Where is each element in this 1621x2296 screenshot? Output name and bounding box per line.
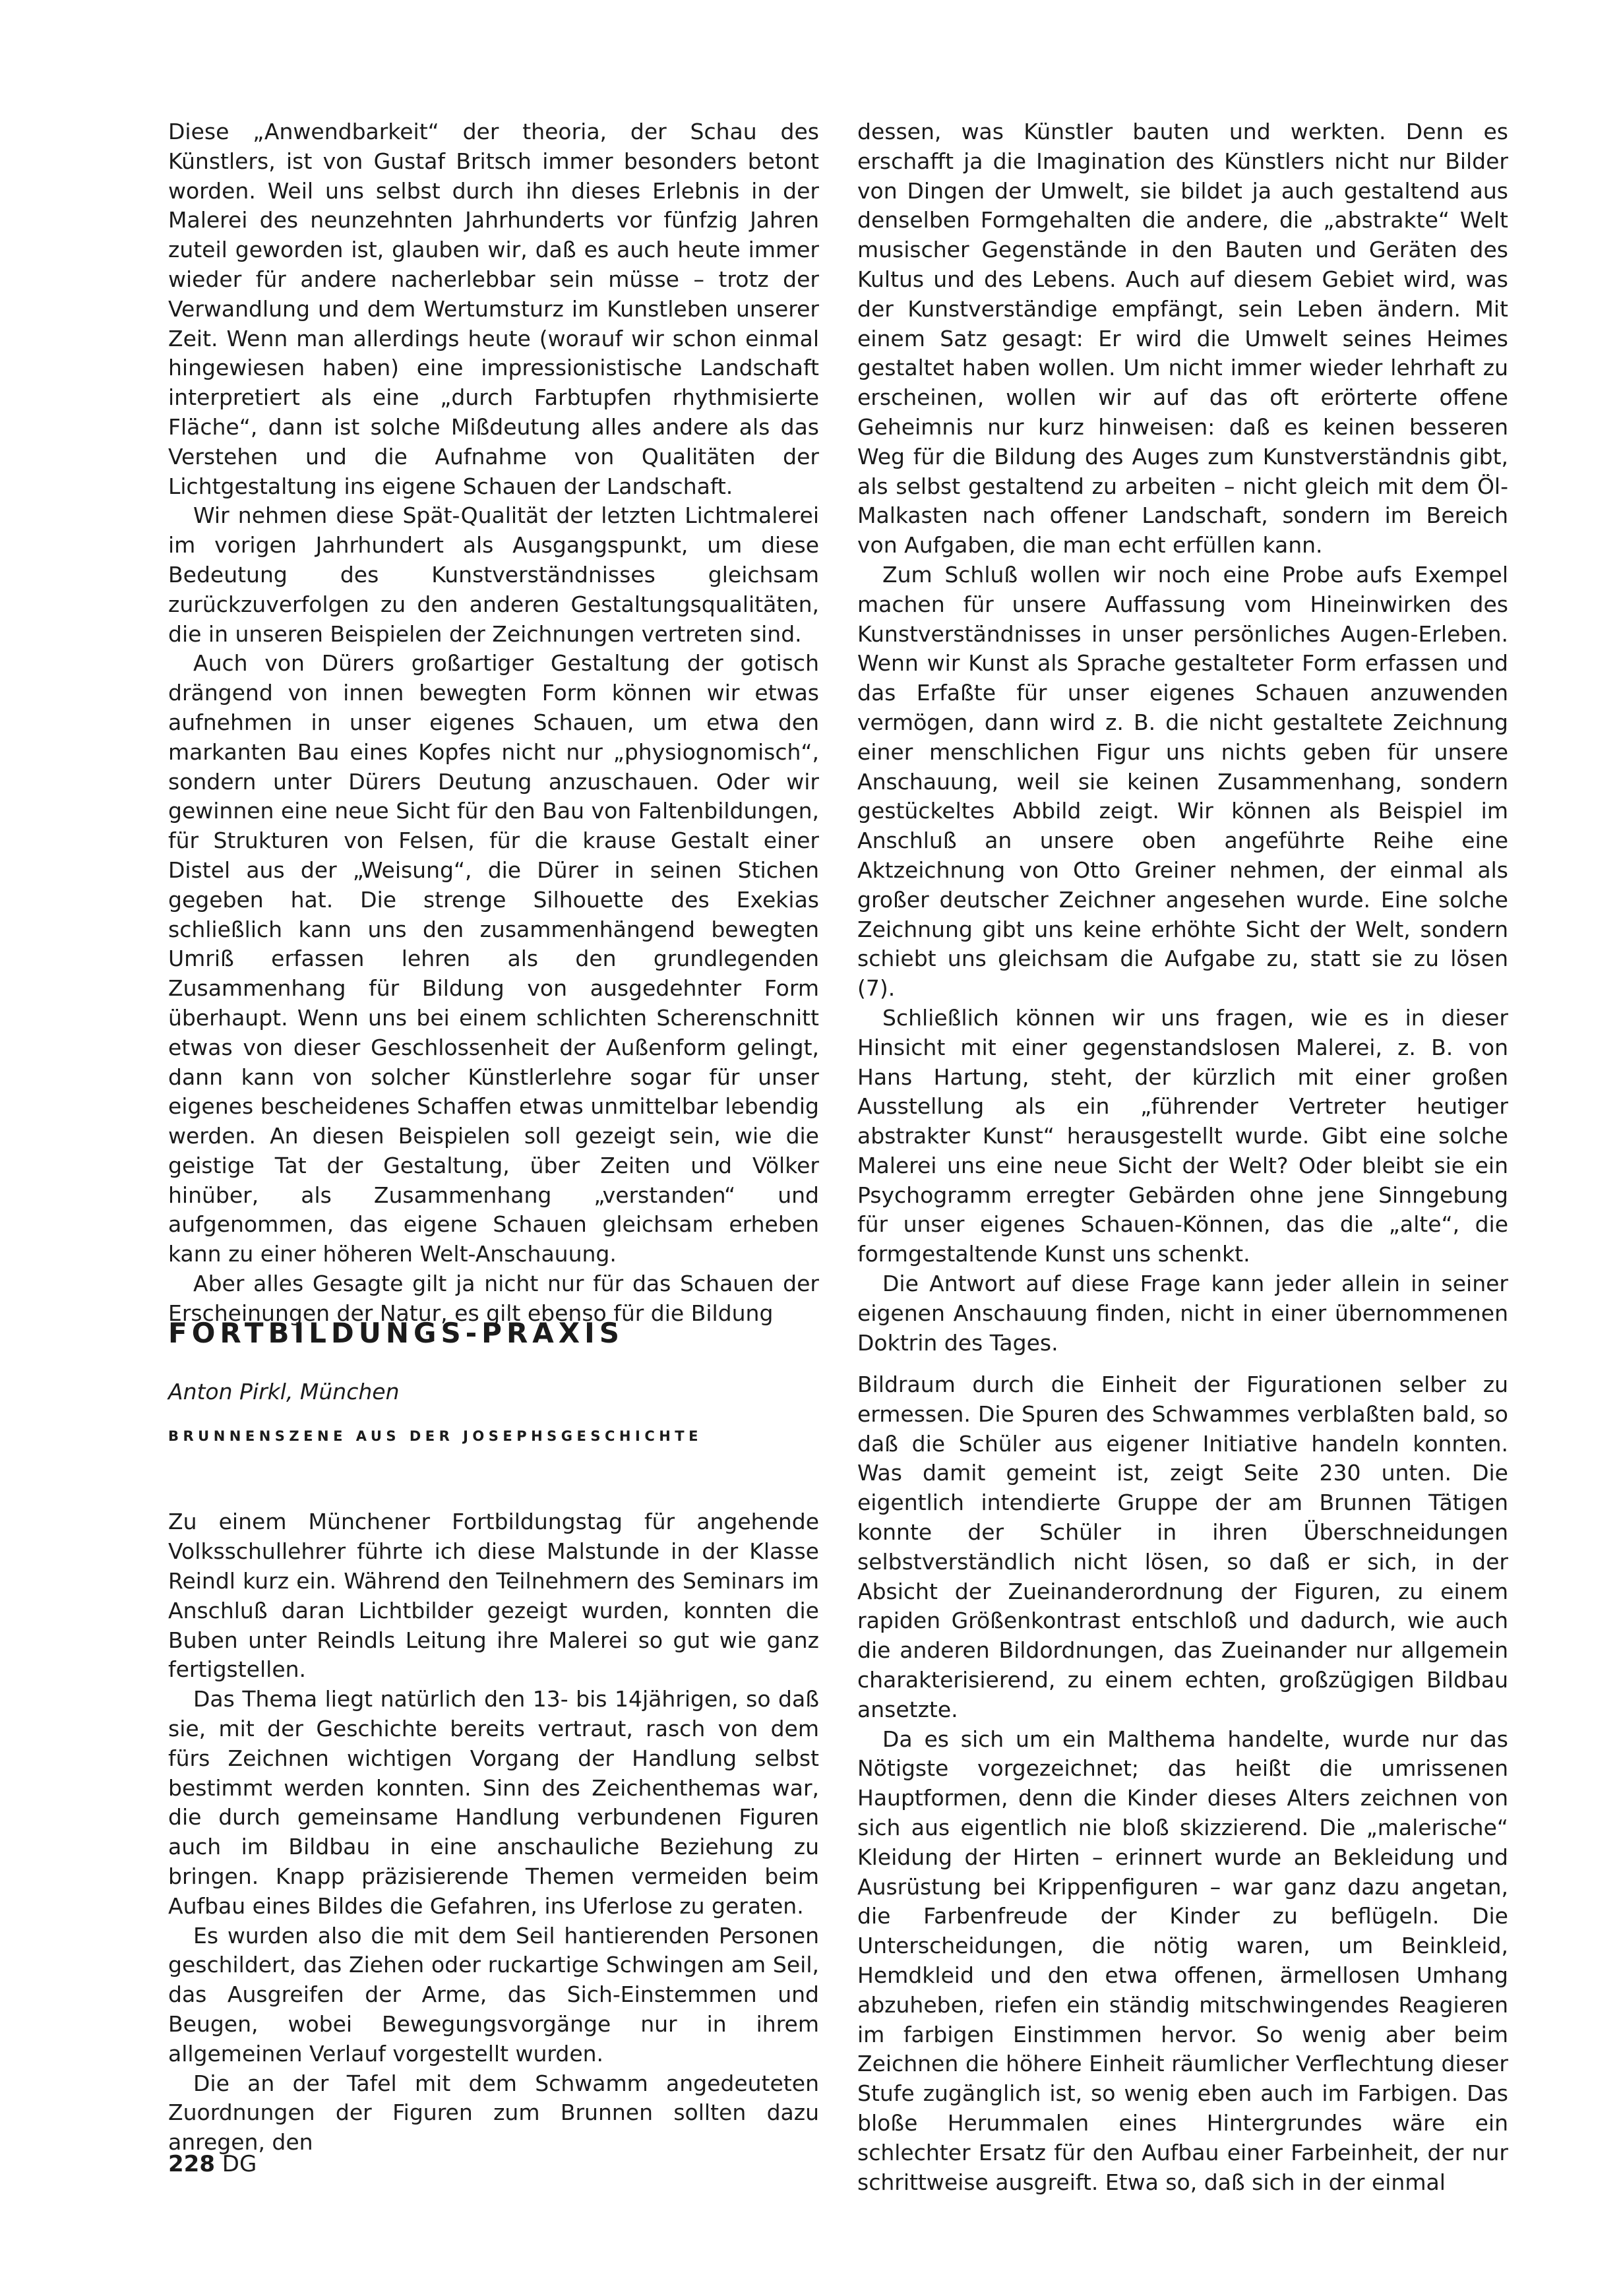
paragraph: Die an der Tafel mit dem Schwamm angedeuteten Zuordnungen der Figuren zum Brunnen sollten dazu anregen, den: [168, 2070, 819, 2156]
top-left-column: [168, 117, 819, 1329]
paragraph: Auch von Dürers großartiger Gestaltung der gotisch drängend von innen bewegten Form können wir etwas aufnehmen in unser eigenes Schauen, um etwa den markanten Bau eines Kopfes nicht nur „physiognomisch“, sondern unter Dürers Deutung anzuschauen. Oder wir gewinnen eine neue Sicht für den Bau von Faltenbildungen, für Strukturen von Felsen, für die krause Gestalt einer Distel aus der „Weisung“, die Dürer in seinen Stichen gegeben hat. Die strenge Silhouette des Exekias schließlich kann uns den zusammenhängend bewegten Umriß erfassen lehren als den grundlegenden Zusammenhang für Bildung von ausgedehnter Form überhaupt. Wenn uns bei einem schlichten Scherenschnitt etwas von dieser Geschlossenheit der Außenform gelingt, dann kann von solcher Künstlerlehre sogar für unser eigenes bescheidenes Schaffen etwas unmittelbar lebendig werden. An diesen Beispielen soll gezeigt sein, wie die geistige Tat der Gestaltung, über Zeiten und Völker hinüber, als Zusammenhang „verstanden“ und aufgenommen, das eigene Schauen gleichsam erheben kann zu einer höheren Welt-Anschauung.: [168, 650, 819, 1267]
top-right-column: [857, 117, 1508, 1358]
section-title: FORTBILDUNGS-PRAXIS: [168, 1317, 625, 1349]
paragraph: Das Thema liegt natürlich den 13- bis 14jährigen, so daß sie, mit der Geschichte bereits vertraut, rasch von dem fürs Zeichnen wichtigen Vorgang der Handlung selbst bestimmt werden konnten. Sinn des Zeichenthemas war, die durch gemeinsame Handlung verbundenen Figuren auch im Bildbau in eine anschauliche Beziehung zu bringen. Knapp präzisierende Themen vermeiden beim Aufbau eines Bildes die Gefahren, ins Uferlose zu geraten.: [168, 1686, 819, 1919]
paragraph: Es wurden also die mit dem Seil hantierenden Personen geschildert, das Ziehen oder ruckartige Schwingen am Seil, das Ausgreifen der Arme, das Sich-Einstemmen und Beugen, wobei Bewegungsvorgänge nur in ihrem allgemeinen Verlauf vorgestellt wurden.: [168, 1922, 819, 2067]
paragraph: Diese „Anwendbarkeit“ der theoria, der Schau des Künstlers, ist von Gustaf Britsch immer besonders betont worden. Weil uns selbst durch ihn dieses Erlebnis in der Malerei des neunzehnten Jahrhunderts vor fünfzig Jahren zuteil geworden ist, glauben wir, daß es auch heute immer wieder für andere nacherlebbar sein müsse – trotz der Verwandlung und dem Wertumsturz im Kunstleben unserer Zeit. Wenn man allerdings heute (worauf wir schon einmal hingewiesen haben) eine impressionistische Landschaft interpretiert als eine „durch Farbtupfen rhythmisierte Fläche“, dann ist solche Mißdeutung alles andere als das Verstehen und die Aufnahme von Qualitäten der Lichtgestaltung ins eigene Schauen der Landschaft.: [168, 119, 819, 499]
article-left-column: [168, 1319, 819, 2158]
paragraph: dessen, was Künstler bauten und werkten. Denn es erschafft ja die Imagination des Künstlers nicht nur Bilder von Dingen der Umwelt, sie bildet ja auch gestaltend aus denselben Formgehalten die andere, die „abstrakte“ Welt musischer Gegenstände in den Bauten und Geräten des Kultus und des Lebens. Auch auf diesem Gebiet wird, was der Kunstverständige empfängt, sein Leben ändern. Mit einem Satz gesagt: Er wird die Umwelt seines Heimes gestaltet haben wollen. Um nicht immer wieder lehrhaft zu erscheinen, wollen wir auf das oft erörterte offene Geheimnis nur kurz hinweisen: daß es keinen besseren Weg für die Bildung des Auges zum Kunstverständnis gibt, als selbst gestaltend zu arbeiten – nicht gleich mit dem Öl-Malkasten nach offener Landschaft, sondern im Bereich von Aufgaben, die man echt erfüllen kann.: [857, 119, 1508, 559]
journal-abbreviation: DG: [222, 2151, 257, 2177]
paragraph: Die Antwort auf diese Frage kann jeder allein in seiner eigenen Anschauung finden, nicht in einer übernommenen Doktrin des Tages.: [857, 1271, 1508, 1356]
paragraph: Schließlich können wir uns fragen, wie es in dieser Hinsicht mit einer gegenstandslosen Malerei, z. B. von Hans Hartung, steht, der kürzlich mit einer großen Ausstellung als ein „führender Vertreter heutiger abstrakter Kunst“ herausgestellt wurde. Gibt eine solche Malerei uns eine neue Sicht der Welt? Oder bleibt sie ein Psychogramm erregter Gebärden ohne jene Sinngebung für unser eigenes Schauen-Können, das die „alte“, die formgestaltende Kunst uns schenkt.: [857, 1004, 1508, 1267]
article-right-column: [857, 1370, 1508, 2197]
paragraph: Aber alles Gesagte gilt ja nicht nur für das Schauen der Erscheinungen der Natur, es gilt ebenso für die Bildung: [168, 1271, 819, 1326]
article-author: Anton Pirkl, München: [168, 1378, 400, 1405]
paragraph: Wir nehmen diese Spät-Qualität der letzten Lichtmalerei im vorigen Jahrhundert als Ausgangspunkt, um diese Bedeutung des Kunstverständnisses gleichsam zurückzuverfolgen zu den anderen Gestaltungsqualitäten, die in unseren Beispielen der Zeichnungen vertreten sind.: [168, 502, 819, 647]
page-number: 228: [168, 2151, 215, 2177]
article-subtitle: BRUNNENSZENE AUS DER JOSEPHSGESCHICHTE: [168, 1428, 702, 1444]
page-folio: [168, 2151, 257, 2177]
paragraph: Bildraum durch die Einheit der Figurationen selber zu ermessen. Die Spuren des Schwammes verblaßten bald, so daß die Schüler aus eigener Initiative handeln konnten. Was damit gemeint ist, zeigt Seite 230 unten. Die eigentlich intendierte Gruppe der am Brunnen Tätigen konnte der Schüler in ihren Überschneidungen selbstverständlich nicht lösen, so daß er sich, in der Absicht der Zueinanderordnung der Figuren, zu einem rapiden Größenkontrast entschloß und dadurch, wie auch die anderen Bildordnungen, das Zueinander nur allgemein charakterisierend, zu einem echten, großzügigen Bildbau ansetzte.: [857, 1372, 1508, 1722]
paragraph: Da es sich um ein Malthema handelte, wurde nur das Nötigste vorgezeichnet; das heißt die umrissenen Hauptformen, denn die Kinder dieses Alters zeichnen von sich aus eigentlich nie bloß skizzierend. Die „malerische“ Kleidung der Hirten – erinnert wurde an Bekleidung und Ausrüstung bei Krippenfiguren – war ganz dazu angetan, die Farbenfreude der Kinder zu beflügeln. Die Unterscheidungen, die nötig waren, um Beinkleid, Hemdkleid und den etwa offenen, ärmellosen Umhang abzuheben, riefen ein ständig mitschwingendes Reagieren im farbigen Einstimmen hervor. So wenig aber beim Zeichnen die höhere Einheit räumlicher Verflechtung dieser Stufe zugänglich ist, so wenig eben auch im Farbigen. Das bloße Herummalen eines Hintergrundes wäre ein schlechter Ersatz für den Aufbau einer Farbeinheit, der nur schrittweise ausgreift. Etwa so, daß sich in der einmal: [857, 1726, 1508, 2195]
paragraph: Zu einem Münchener Fortbildungstag für angehende Volksschullehrer führte ich diese Malstunde in der Klasse Reindl kurz ein. Während den Teilnehmern des Seminars im Anschluß daran Lichtbilder gezeigt wurden, konnten die Buben unter Reindls Leitung ihre Malerei so gut wie ganz fertigstellen.: [168, 1509, 819, 1683]
paragraph: Zum Schluß wollen wir noch eine Probe aufs Exempel machen für unsere Auffassung vom Hineinwirken des Kunstverständnisses in unser persönliches Augen-Erleben. Wenn wir Kunst als Sprache gestalteter Form erfassen und das Erfaßte für unser eigenes Schauen anzuwenden vermögen, dann wird z. B. die nicht gestaltete Zeichnung einer menschlichen Figur uns nichts geben für unsere Anschauung, weil sie keinen Zusammenhang, sondern gestückeltes Abbild zeigt. Wir können als Beispiel im Anschluß an unsere oben angeführte Reihe eine Aktzeichnung von Otto Greiner nehmen, der einmal als großer deutscher Zeichner angesehen wurde. Eine solche Zeichnung gibt uns keine erhöhte Sicht der Welt, sondern schiebt uns gleichsam die Aufgabe zu, statt sie zu lösen (7).: [857, 561, 1508, 1002]
